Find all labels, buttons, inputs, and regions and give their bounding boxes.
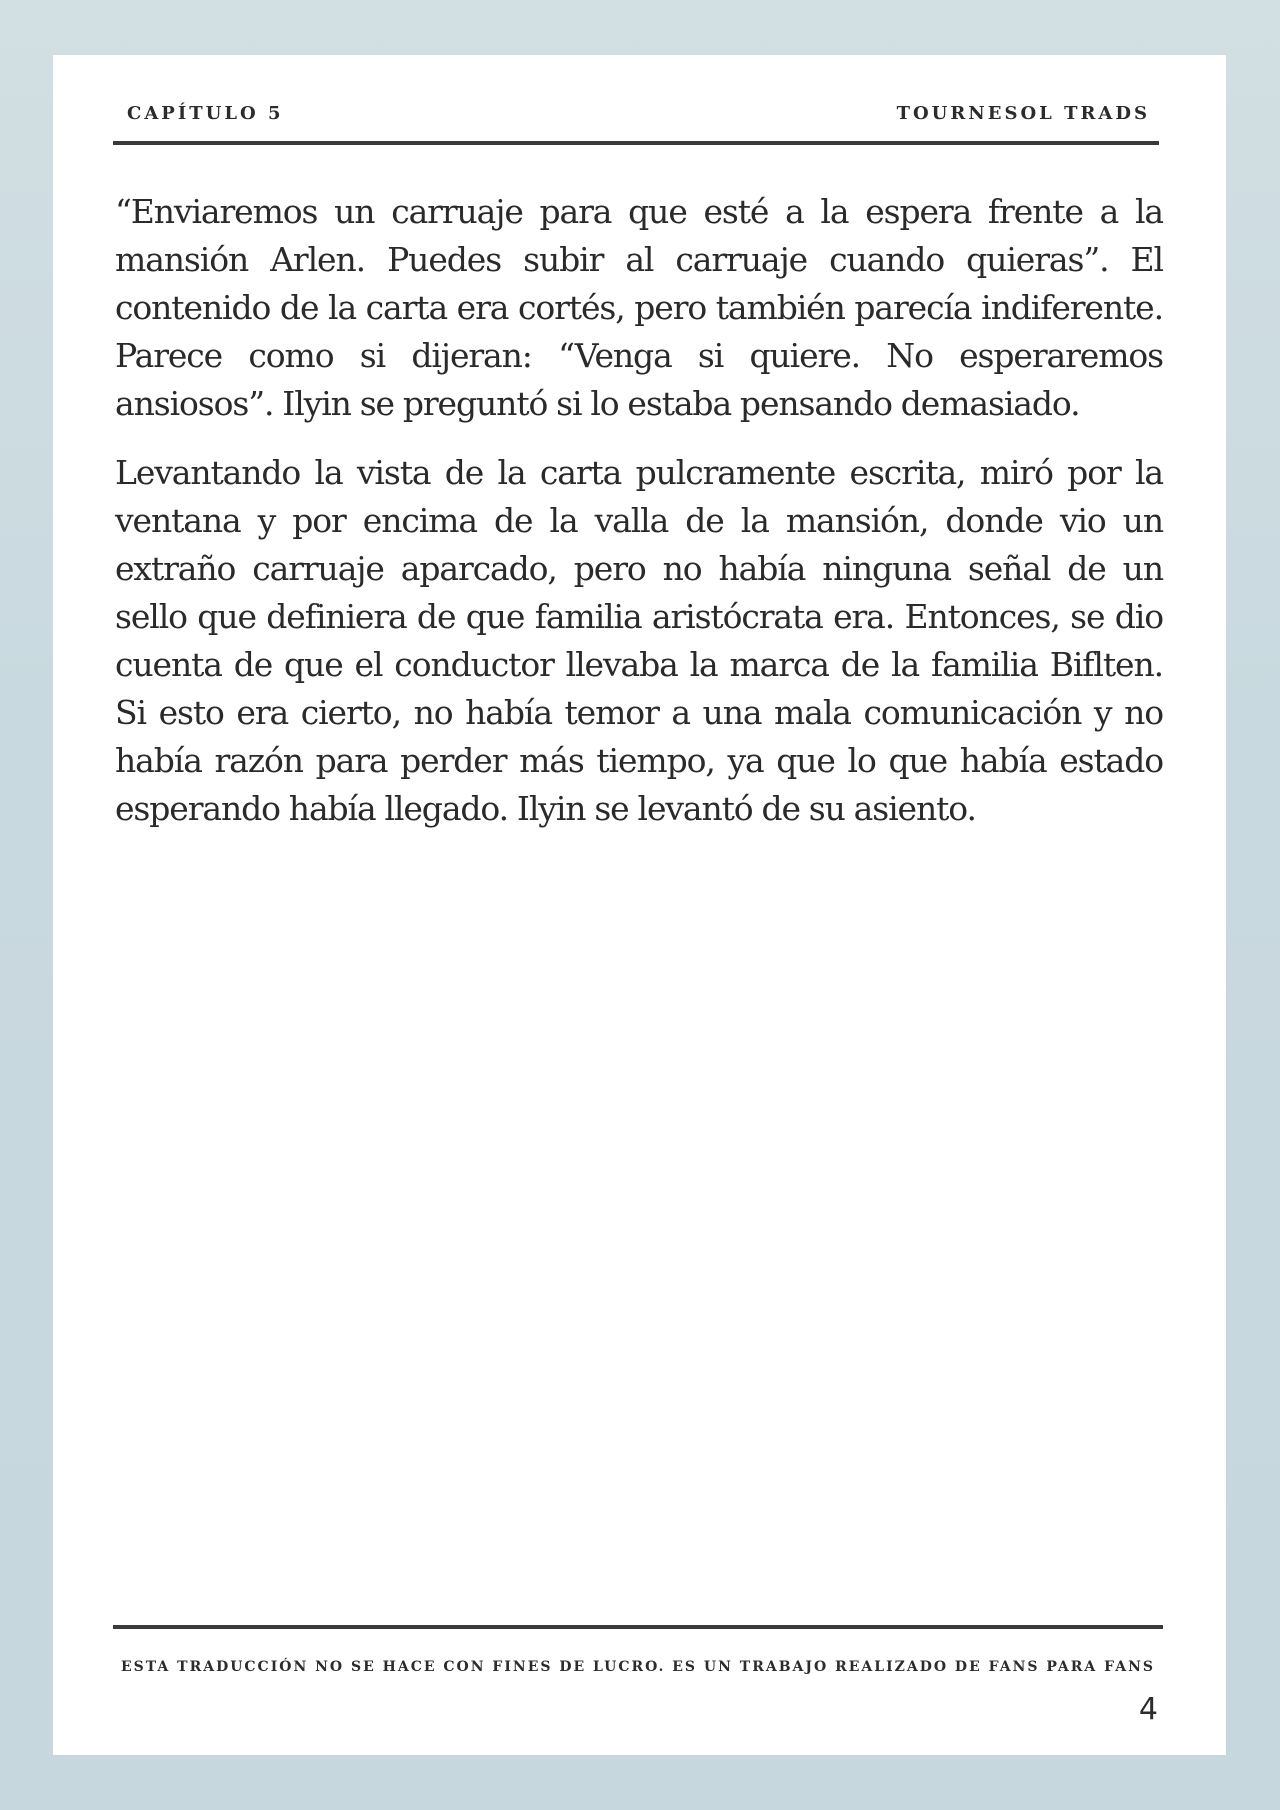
- body-paragraph-2: Levantando la vista de la carta pulcramente escrita, miró por la ventana y por encima de la valla de la mansión, donde vio un extraño carruaje aparcado, pero no había ninguna señal de un sello que definiera de que familia aristócrata era. Entonces, se dio cuenta de que el conductor llevaba la marca de la familia Biflten. Si esto era cierto, no había temor a una mala comunicación y no había razón para perder más tiempo, ya que lo que había estado esperando había llegado. Ilyin se levantó de su asiento.: [115, 453, 1163, 828]
- disclaimer-note: ESTA TRADUCCIÓN NO SE HACE CON FINES DE LUCRO. ES UN TRABAJO REALIZADO DE FANS PARA FANS: [120, 1659, 1156, 1675]
- chapter-label: CAPÍTULO 5: [127, 103, 284, 124]
- chapter-body: [115, 188, 1163, 854]
- header-divider: [113, 141, 1159, 145]
- footer-divider: [113, 1625, 1163, 1629]
- page-number: 4: [1138, 1692, 1158, 1727]
- translator-group-label: TOURNESOL TRADS: [896, 103, 1150, 124]
- body-paragraph-1: “Enviaremos un carruaje para que esté a la espera frente a la mansión Arlen. Puedes subir al carruaje cuando quieras”. El contenido de la carta era cortés, pero también parecía indiferente. Parece como si dijeran: “Venga si quiere. No esperaremos ansiosos”. Ilyin se preguntó si lo estaba pensando demasiado.: [115, 192, 1163, 423]
- page-header: [113, 103, 1166, 143]
- document-page: [53, 55, 1226, 1755]
